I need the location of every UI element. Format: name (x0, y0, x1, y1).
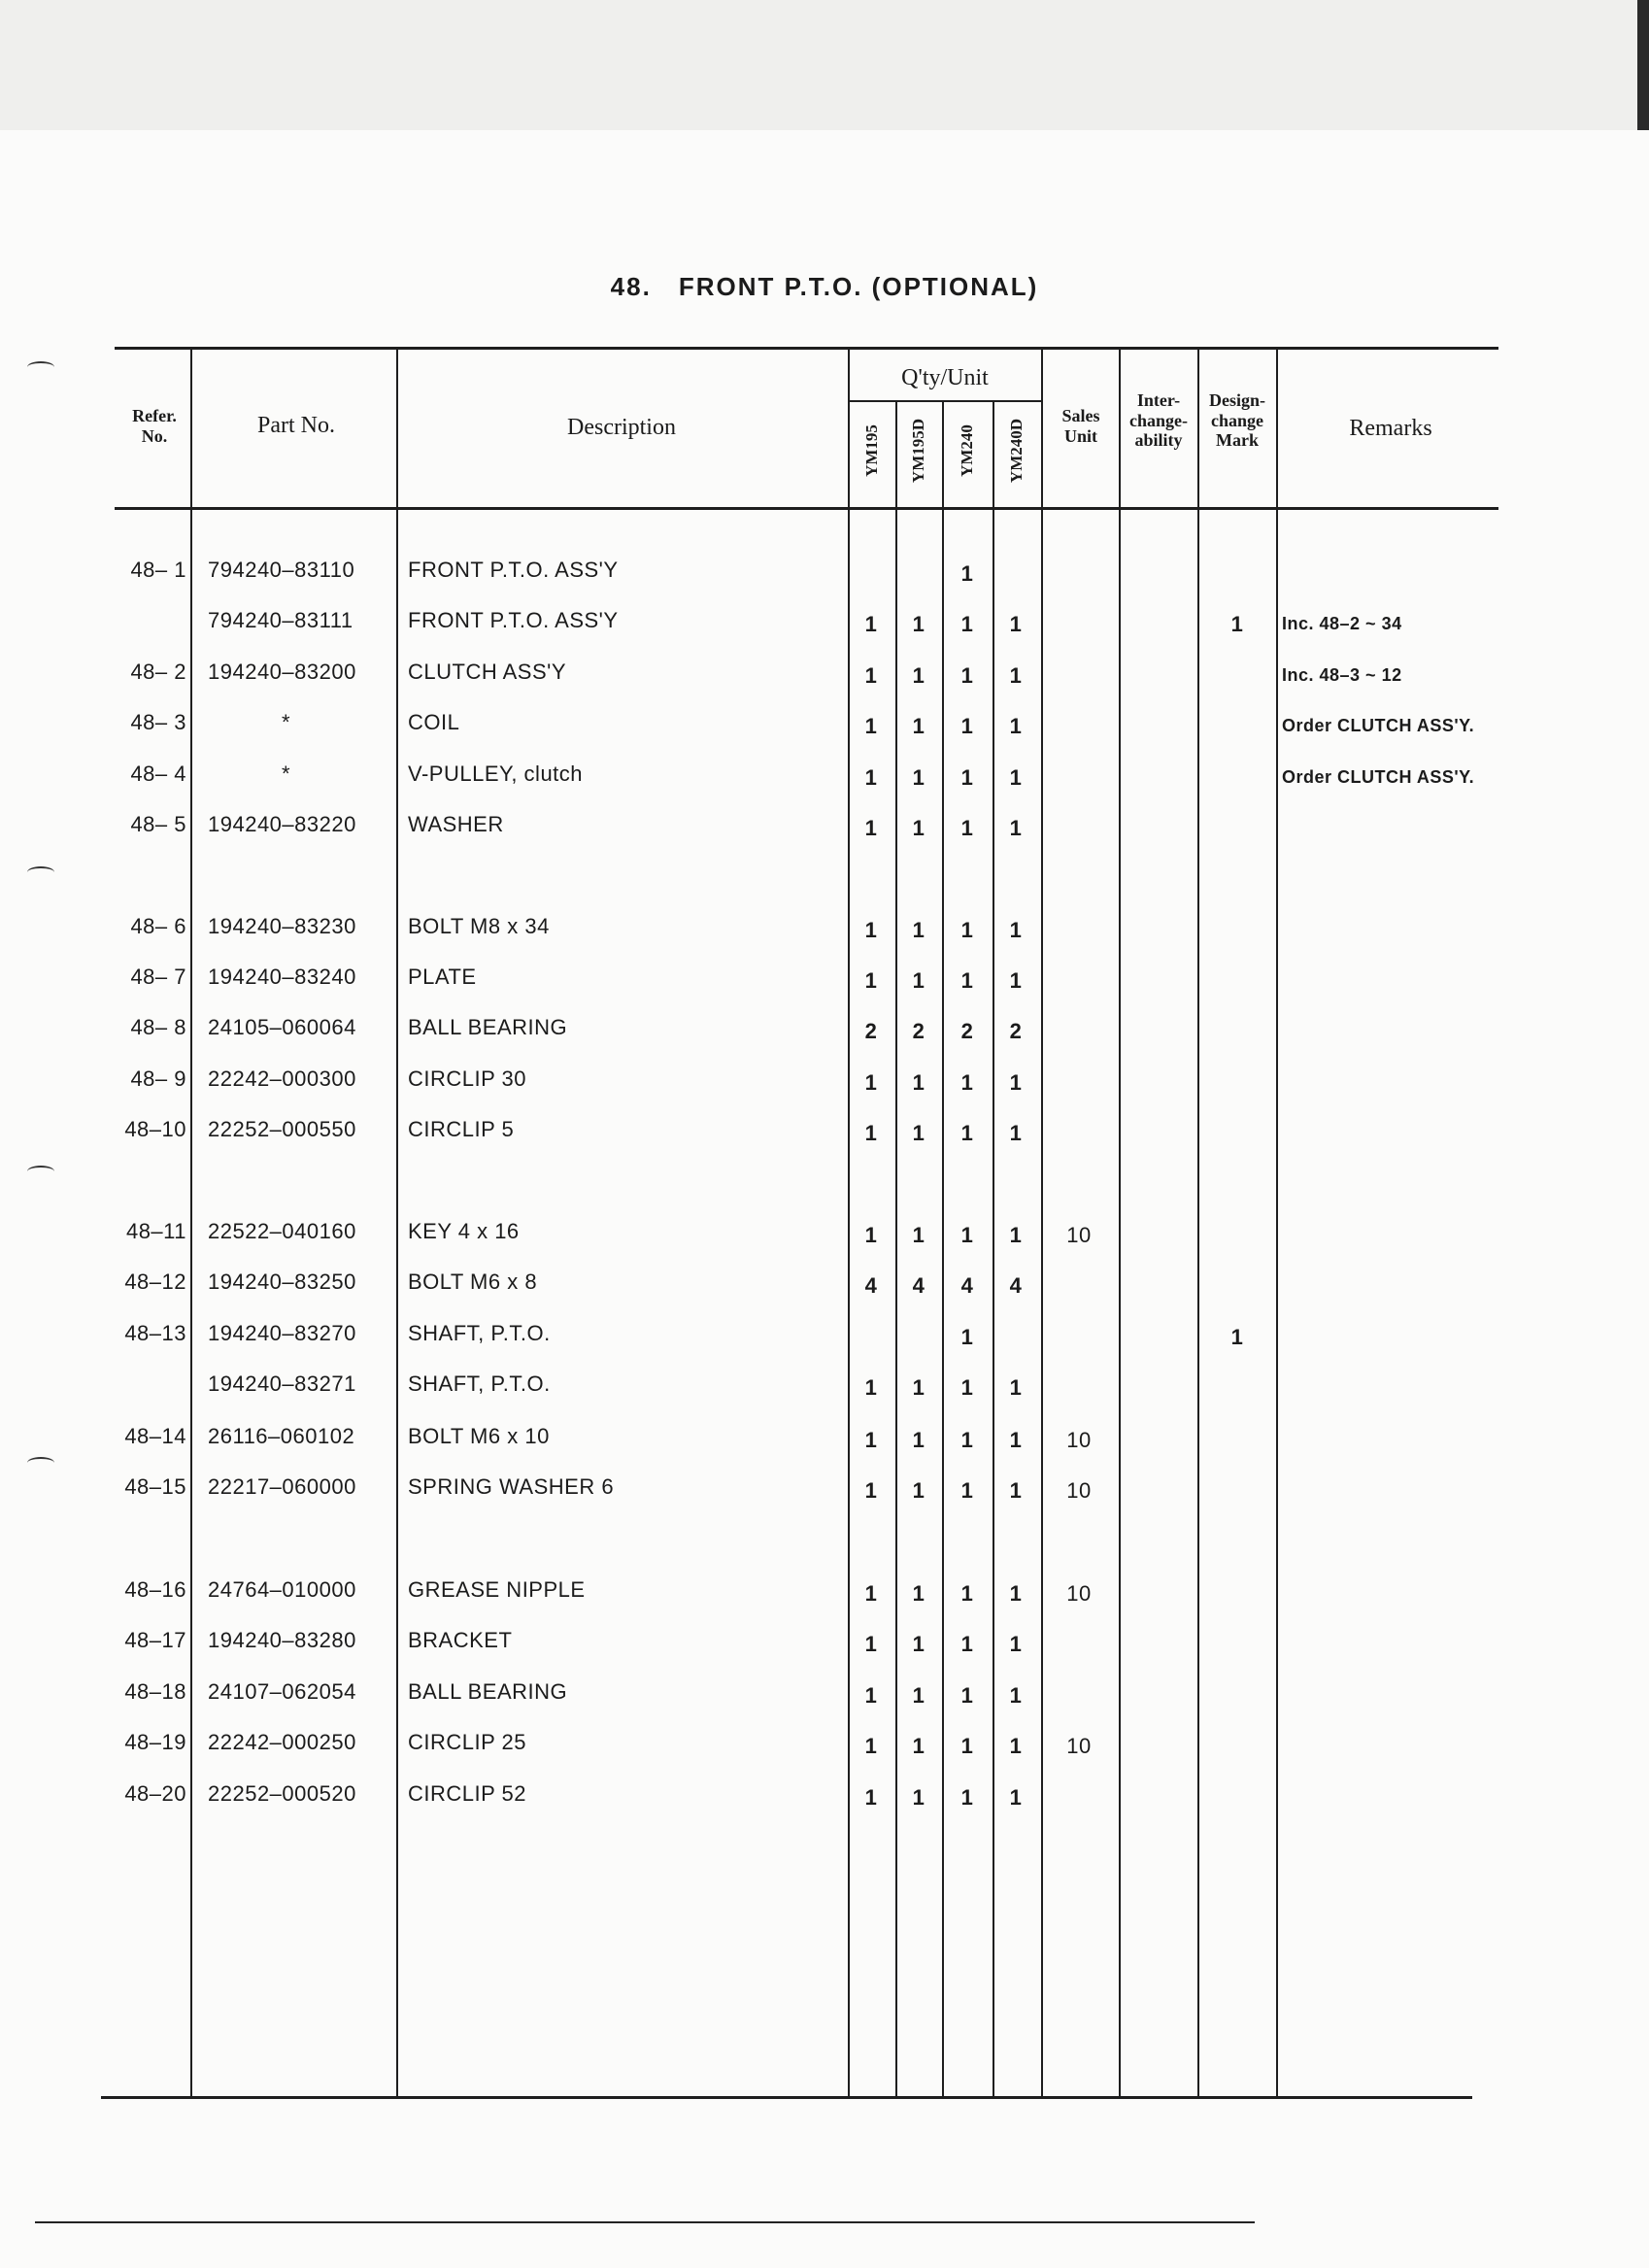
row-qty-ym240: 1 (960, 714, 974, 738)
row-qty-ym240: 1 (960, 816, 974, 840)
row-remarks: Inc. 48–3 ~ 12 (1282, 665, 1402, 685)
row-part-no: 22522–040160 (208, 1219, 356, 1243)
row-qty-ym240d: 1 (1009, 612, 1023, 636)
row-qty-ym195d: 1 (912, 816, 925, 840)
row-description: CLUTCH ASS'Y (408, 660, 567, 684)
col-divider-q4 (1041, 350, 1043, 2098)
row-ref-no: 48–17 (124, 1628, 186, 1652)
row-qty-ym195: 1 (864, 816, 878, 840)
row-description: BALL BEARING (408, 1679, 568, 1704)
row-qty-ym240d: 2 (1009, 1019, 1023, 1043)
row-ref-no: 48– 4 (130, 762, 186, 786)
row-sales-unit: 10 (1066, 1223, 1092, 1247)
col-divider-sales (1119, 350, 1121, 2098)
row-qty-ym195d: 1 (912, 714, 925, 738)
row-ref-no: 48– 5 (130, 812, 186, 836)
row-part-no: 794240–83111 (208, 608, 353, 632)
row-description: CIRCLIP 30 (408, 1066, 526, 1091)
row-description: FRONT P.T.O. ASS'Y (408, 558, 619, 582)
row-qty-ym195: 1 (864, 1785, 878, 1810)
scan-edge (1637, 0, 1649, 130)
row-qty-ym195: 1 (864, 1428, 878, 1452)
row-design-change-mark: 1 (1230, 612, 1244, 636)
row-part-no: 22242–000300 (208, 1066, 356, 1091)
row-description: PLATE (408, 965, 477, 989)
row-qty-ym195: 1 (864, 1734, 878, 1758)
row-part-no: 24105–060064 (208, 1015, 356, 1039)
row-qty-ym240d: 1 (1009, 663, 1023, 688)
row-qty-ym195d: 1 (912, 1121, 925, 1145)
row-qty-ym195d: 1 (912, 1428, 925, 1452)
row-qty-ym240d: 1 (1009, 765, 1023, 790)
row-ref-no: 48–15 (124, 1474, 186, 1499)
row-qty-ym195d: 1 (912, 1581, 925, 1606)
margin-mark (27, 361, 54, 373)
row-description: BOLT M8 x 34 (408, 914, 550, 938)
row-qty-ym240d: 1 (1009, 1785, 1023, 1810)
row-ref-no: 48– 3 (130, 710, 186, 734)
row-qty-ym195: 2 (864, 1019, 878, 1043)
header-design-change-mark: Design- change Mark (1209, 390, 1265, 451)
row-qty-ym195d: 1 (912, 1478, 925, 1503)
row-qty-ym240d: 1 (1009, 714, 1023, 738)
row-qty-ym240: 1 (960, 1428, 974, 1452)
row-qty-ym240d: 1 (1009, 1121, 1023, 1145)
row-qty-ym195: 1 (864, 612, 878, 636)
header-model-ym240d: YM240D (1007, 418, 1026, 484)
header-remarks: Remarks (1349, 416, 1432, 441)
header-sales-unit: Sales Unit (1061, 406, 1100, 446)
row-ref-no: 48–16 (124, 1577, 186, 1602)
row-qty-ym195d: 1 (912, 1734, 925, 1758)
row-qty-ym195: 1 (864, 1070, 878, 1095)
row-qty-ym195: 1 (864, 1223, 878, 1247)
row-part-no: 194240–83271 (208, 1371, 356, 1396)
header-description: Description (567, 415, 676, 440)
row-ref-no: 48– 7 (130, 965, 186, 989)
row-qty-ym195: 1 (864, 663, 878, 688)
row-description: CIRCLIP 25 (408, 1730, 526, 1754)
col-divider-inter (1197, 350, 1199, 2098)
row-qty-ym195d: 1 (912, 1070, 925, 1095)
row-qty-ym240: 1 (960, 1478, 974, 1503)
row-part-no: * (282, 762, 291, 786)
table-top-rule (115, 347, 1498, 350)
row-part-no: 194240–83240 (208, 965, 356, 989)
row-qty-ym195d: 1 (912, 1683, 925, 1708)
row-description: COIL (408, 710, 460, 734)
row-qty-ym240: 1 (960, 1734, 974, 1758)
row-qty-ym195d: 4 (912, 1273, 925, 1298)
row-ref-no: 48– 9 (130, 1066, 186, 1091)
row-ref-no: 48–10 (124, 1117, 186, 1141)
row-ref-no: 48–19 (124, 1730, 186, 1754)
col-divider-ref (190, 350, 192, 2098)
col-divider-q2 (942, 400, 944, 2098)
row-qty-ym195: 1 (864, 1683, 878, 1708)
col-divider-q3 (993, 400, 994, 2098)
document-sheet (0, 130, 1649, 2268)
row-part-no: 194240–83250 (208, 1269, 356, 1294)
margin-mark (27, 866, 54, 878)
row-remarks: Order CLUTCH ASS'Y. (1282, 716, 1475, 735)
page-title-text: FRONT P.T.O. (OPTIONAL) (678, 272, 1039, 301)
row-sales-unit: 10 (1066, 1478, 1092, 1503)
row-qty-ym195d: 1 (912, 765, 925, 790)
page-title (0, 272, 1649, 302)
row-qty-ym240: 1 (960, 1325, 974, 1349)
row-sales-unit: 10 (1066, 1581, 1092, 1606)
row-ref-no: 48– 1 (130, 558, 186, 582)
row-description: BRACKET (408, 1628, 513, 1652)
row-qty-ym195: 4 (864, 1273, 878, 1298)
row-qty-ym195: 1 (864, 1478, 878, 1503)
row-qty-ym195: 1 (864, 714, 878, 738)
row-description: BOLT M6 x 8 (408, 1269, 538, 1294)
header-model-ym195d: YM195D (909, 418, 927, 484)
row-qty-ym240d: 1 (1009, 918, 1023, 942)
row-description: SPRING WASHER 6 (408, 1474, 615, 1499)
margin-mark (27, 1457, 54, 1469)
row-qty-ym240: 1 (960, 1121, 974, 1145)
row-qty-ym240: 1 (960, 968, 974, 993)
row-qty-ym240d: 4 (1009, 1273, 1023, 1298)
row-ref-no: 48– 8 (130, 1015, 186, 1039)
header-refer-no: Refer. No. (132, 406, 177, 446)
row-qty-ym240d: 1 (1009, 1478, 1023, 1503)
row-qty-ym195: 1 (864, 1121, 878, 1145)
row-description: KEY 4 x 16 (408, 1219, 520, 1243)
row-qty-ym240d: 1 (1009, 1375, 1023, 1400)
row-qty-ym195d: 1 (912, 1223, 925, 1247)
row-qty-ym195: 1 (864, 1632, 878, 1656)
row-qty-ym195: 1 (864, 968, 878, 993)
row-part-no: 22252–000520 (208, 1781, 356, 1806)
row-description: SHAFT, P.T.O. (408, 1371, 551, 1396)
row-qty-ym240: 1 (960, 612, 974, 636)
row-qty-ym240: 1 (960, 1223, 974, 1247)
row-qty-ym195: 1 (864, 765, 878, 790)
row-part-no: 194240–83270 (208, 1321, 356, 1345)
row-qty-ym240d: 1 (1009, 1070, 1023, 1095)
row-qty-ym240: 4 (960, 1273, 974, 1298)
row-description: SHAFT, P.T.O. (408, 1321, 551, 1345)
row-description: CIRCLIP 5 (408, 1117, 515, 1141)
row-qty-ym240d: 1 (1009, 816, 1023, 840)
row-qty-ym240d: 1 (1009, 1734, 1023, 1758)
margin-mark (27, 1166, 54, 1177)
row-qty-ym240d: 1 (1009, 1632, 1023, 1656)
row-qty-ym240d: 1 (1009, 1223, 1023, 1247)
col-divider-desc (848, 350, 850, 2098)
row-part-no: 22217–060000 (208, 1474, 356, 1499)
header-interchangeability: Inter- change- ability (1129, 390, 1188, 451)
row-part-no: 194240–83220 (208, 812, 356, 836)
row-description: GREASE NIPPLE (408, 1577, 586, 1602)
row-part-no: 194240–83280 (208, 1628, 356, 1652)
row-qty-ym240: 1 (960, 918, 974, 942)
row-ref-no: 48– 2 (130, 660, 186, 684)
row-qty-ym240d: 1 (1009, 1581, 1023, 1606)
page-title-number: 48. (610, 272, 652, 301)
row-qty-ym240: 1 (960, 1581, 974, 1606)
table-bottom-rule (101, 2096, 1472, 2099)
row-qty-ym240: 1 (960, 1785, 974, 1810)
col-divider-part (396, 350, 398, 2098)
header-bottom-rule (115, 507, 1498, 510)
row-ref-no: 48–12 (124, 1269, 186, 1294)
qty-group-rule (848, 400, 1042, 402)
row-description: CIRCLIP 52 (408, 1781, 526, 1806)
row-qty-ym195d: 1 (912, 1785, 925, 1810)
row-remarks: Inc. 48–2 ~ 34 (1282, 614, 1402, 633)
row-qty-ym240: 1 (960, 663, 974, 688)
row-qty-ym240: 1 (960, 1375, 974, 1400)
row-qty-ym195: 1 (864, 1375, 878, 1400)
row-qty-ym195: 1 (864, 1581, 878, 1606)
row-qty-ym240: 1 (960, 561, 974, 586)
row-qty-ym240: 2 (960, 1019, 974, 1043)
row-sales-unit: 10 (1066, 1428, 1092, 1452)
row-qty-ym195d: 1 (912, 918, 925, 942)
row-qty-ym240d: 1 (1009, 968, 1023, 993)
row-part-no: 194240–83230 (208, 914, 356, 938)
row-qty-ym195d: 1 (912, 663, 925, 688)
row-qty-ym195d: 1 (912, 1632, 925, 1656)
row-part-no: 26116–060102 (208, 1424, 355, 1448)
row-qty-ym240: 1 (960, 1070, 974, 1095)
header-part-no: Part No. (257, 413, 335, 438)
row-sales-unit: 10 (1066, 1734, 1092, 1758)
row-ref-no: 48–11 (125, 1219, 186, 1243)
row-part-no: 194240–83200 (208, 660, 356, 684)
row-qty-ym240d: 1 (1009, 1428, 1023, 1452)
row-description: BALL BEARING (408, 1015, 568, 1039)
row-qty-ym195: 1 (864, 918, 878, 942)
col-divider-q1 (895, 400, 897, 2098)
row-qty-ym195d: 1 (912, 1375, 925, 1400)
row-part-no: * (282, 710, 291, 734)
row-qty-ym240: 1 (960, 1683, 974, 1708)
row-ref-no: 48–20 (124, 1781, 186, 1806)
header-model-ym240: YM240 (958, 424, 976, 477)
row-design-change-mark: 1 (1230, 1325, 1244, 1349)
row-qty-ym195d: 1 (912, 968, 925, 993)
row-qty-ym240: 1 (960, 1632, 974, 1656)
header-model-ym195: YM195 (862, 424, 881, 477)
row-description: WASHER (408, 812, 504, 836)
row-description: BOLT M6 x 10 (408, 1424, 550, 1448)
row-part-no: 794240–83110 (208, 558, 355, 582)
row-ref-no: 48– 6 (130, 914, 186, 938)
row-part-no: 22242–000250 (208, 1730, 356, 1754)
row-ref-no: 48–13 (124, 1321, 186, 1345)
row-remarks: Order CLUTCH ASS'Y. (1282, 767, 1475, 787)
col-divider-design (1276, 350, 1278, 2098)
row-qty-ym240d: 1 (1009, 1683, 1023, 1708)
row-ref-no: 48–14 (124, 1424, 186, 1448)
footer-rule (35, 2221, 1255, 2223)
row-description: FRONT P.T.O. ASS'Y (408, 608, 619, 632)
row-part-no: 24107–062054 (208, 1679, 356, 1704)
row-qty-ym240: 1 (960, 765, 974, 790)
row-ref-no: 48–18 (124, 1679, 186, 1704)
row-qty-ym195d: 2 (912, 1019, 925, 1043)
row-description: V-PULLEY, clutch (408, 762, 584, 786)
row-qty-ym195d: 1 (912, 612, 925, 636)
row-part-no: 22252–000550 (208, 1117, 356, 1141)
row-part-no: 24764–010000 (208, 1577, 356, 1602)
previous-page-strip (0, 0, 1649, 130)
header-qty-unit: Q'ty/Unit (901, 365, 989, 390)
